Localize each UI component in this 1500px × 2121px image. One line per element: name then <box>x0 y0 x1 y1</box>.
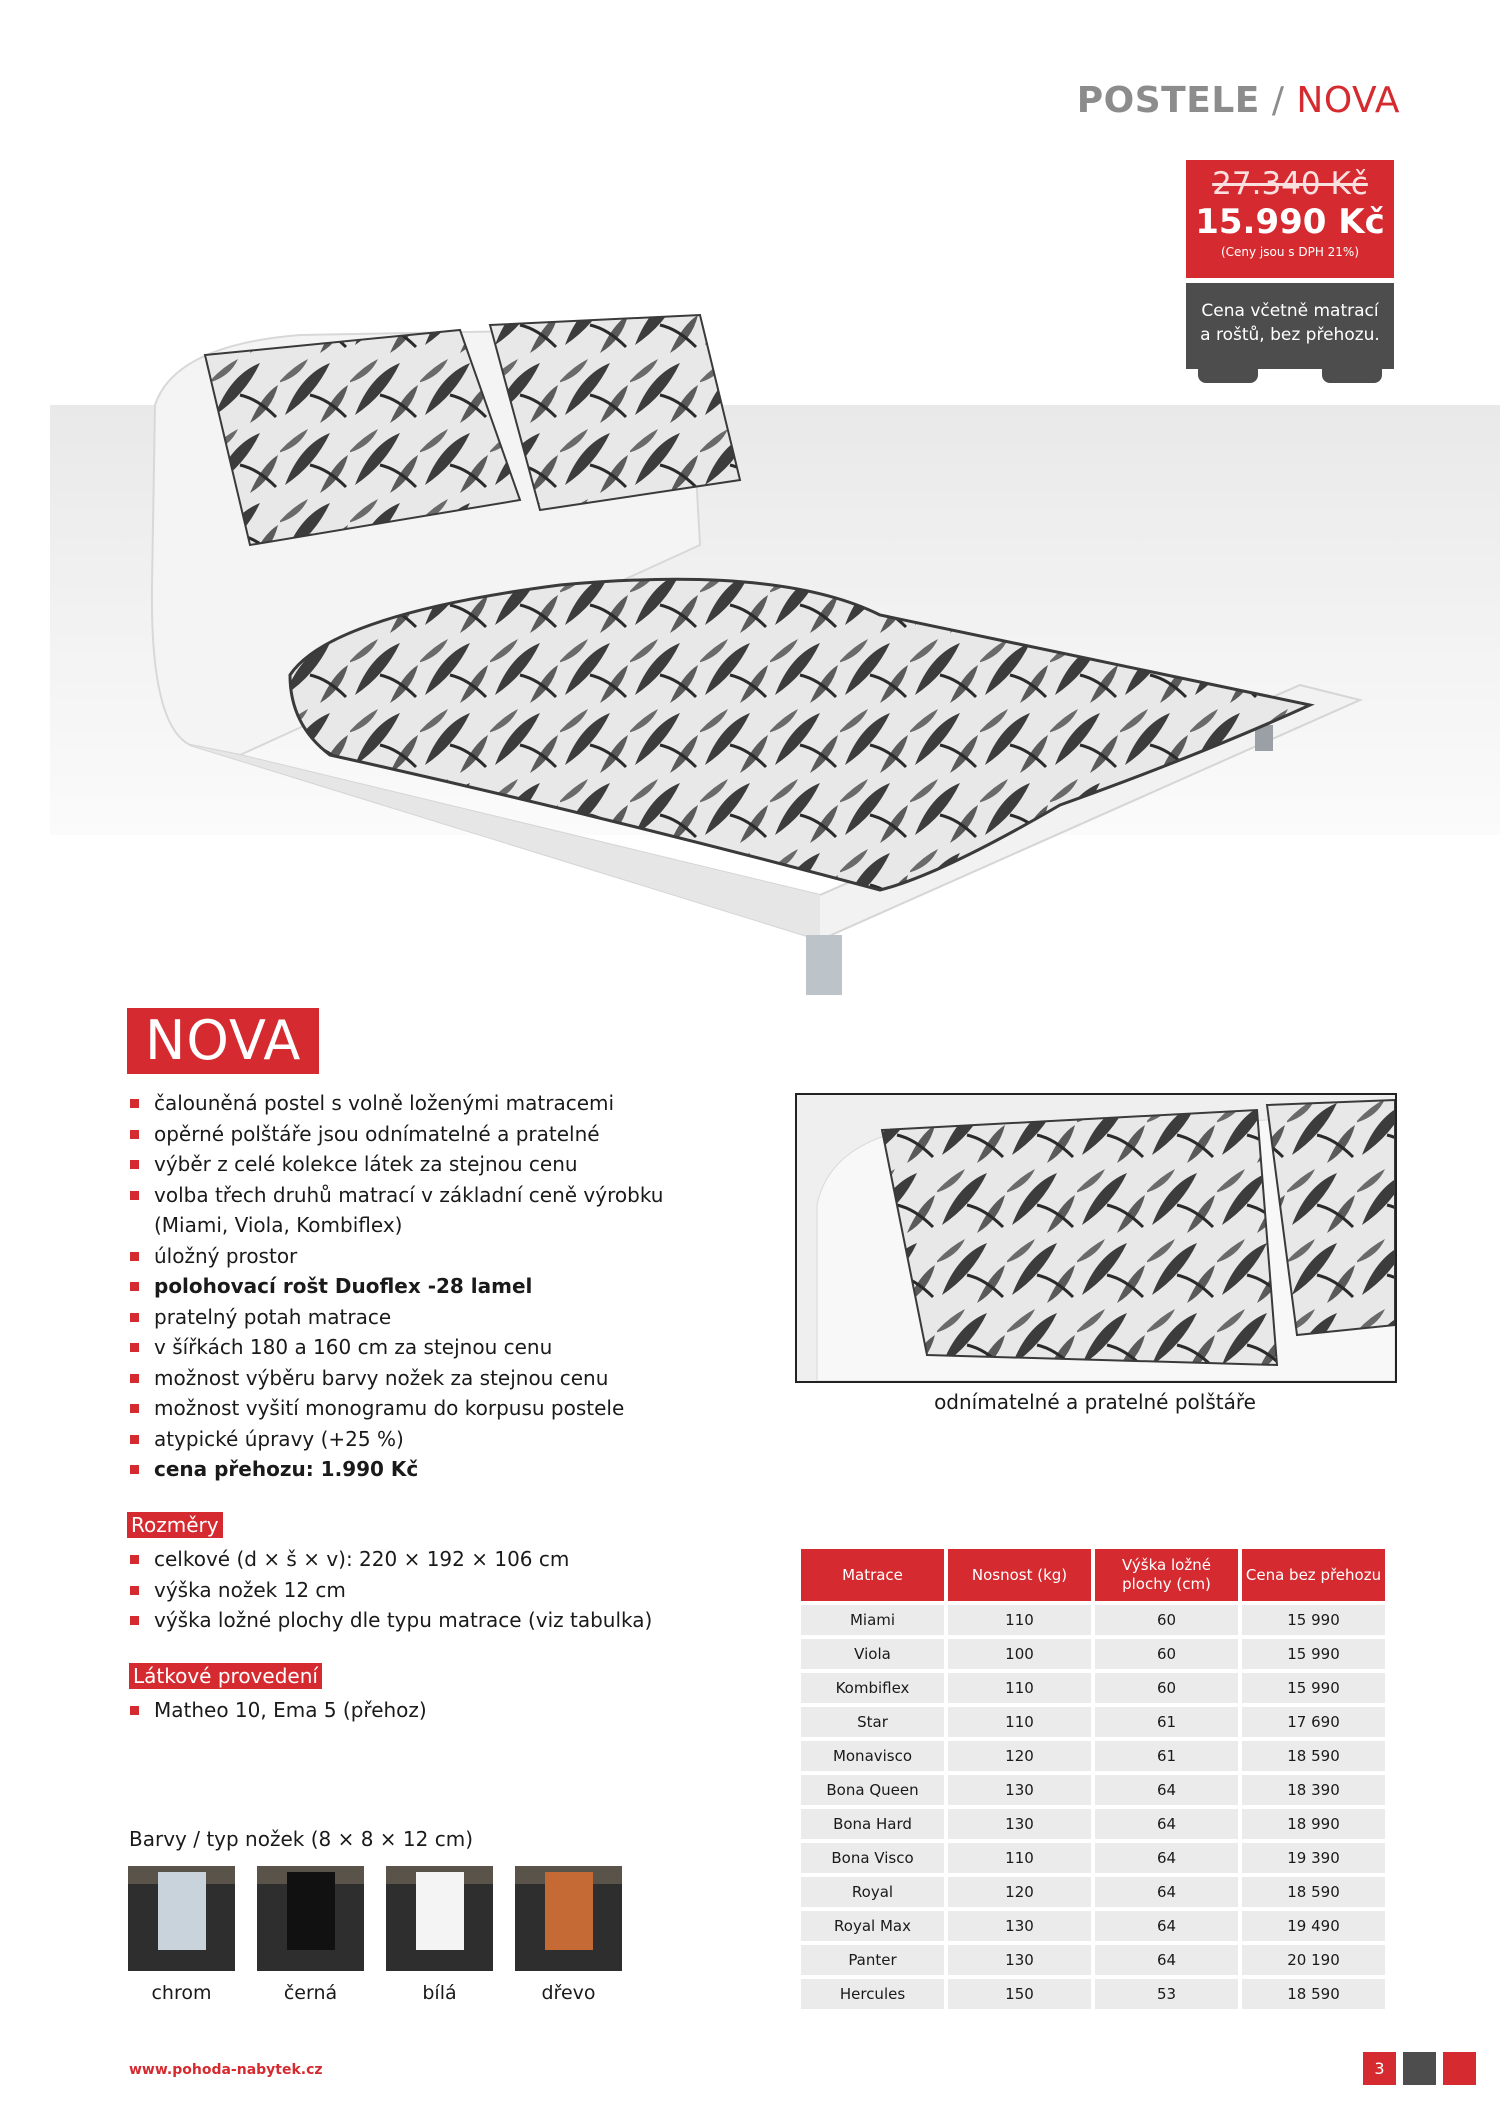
price-note-line2: a roštů, bez přehozu. <box>1200 325 1380 345</box>
leg-swatch-chrom <box>128 1866 235 1971</box>
leg-name: černá <box>283 1982 338 2004</box>
table-cell: 17 690 <box>1242 1707 1385 1737</box>
table-cell: 18 390 <box>1242 1775 1385 1805</box>
table-cell: 64 <box>1095 1911 1238 1941</box>
dimension-item: výška nožek 12 cm <box>127 1575 727 1606</box>
table-cell: Bona Visco <box>801 1843 944 1873</box>
table-row <box>801 1605 1385 1635</box>
table-cell: 120 <box>948 1877 1091 1907</box>
pillow-detail-photo <box>795 1093 1397 1383</box>
leg-name: chrom <box>151 1982 212 2004</box>
leg-swatch-drevo <box>515 1866 622 1971</box>
table-header: Nosnost (kg) <box>948 1549 1091 1601</box>
table-cell: 64 <box>1095 1877 1238 1907</box>
category-title: POSTELE <box>1076 80 1260 121</box>
table-cell: Royal <box>801 1877 944 1907</box>
new-price: 15.990 Kč <box>1195 202 1385 242</box>
table-cell: 15 990 <box>1242 1673 1385 1703</box>
table-cell: 60 <box>1095 1673 1238 1703</box>
table-cell: 18 590 <box>1242 1979 1385 2009</box>
footer-square <box>1403 2052 1436 2085</box>
footer-square <box>1443 2052 1476 2085</box>
table-cell: Kombiflex <box>801 1673 944 1703</box>
table-cell: 61 <box>1095 1741 1238 1771</box>
table-cell: 64 <box>1095 1809 1238 1839</box>
table-cell: 18 590 <box>1242 1741 1385 1771</box>
table-cell: Star <box>801 1707 944 1737</box>
table-row <box>801 1979 1385 2009</box>
table-cell: 100 <box>948 1639 1091 1669</box>
dimension-item: výška ložné plochy dle typu matrace (viz tabulka) <box>127 1605 727 1636</box>
leg-swatch-bila <box>386 1866 493 1971</box>
leg-name: dřevo <box>541 1982 596 2004</box>
feature-item-continuation: (Miami, Viola, Kombiflex) <box>154 1213 403 1237</box>
table-cell: 110 <box>948 1605 1091 1635</box>
table-header: Výška ložné plochy (cm) <box>1095 1549 1238 1601</box>
table-cell: 130 <box>948 1775 1091 1805</box>
feature-item: opěrné polštáře jsou odnímatelné a pratelné <box>127 1119 687 1150</box>
pillow-detail-image <box>797 1095 1395 1381</box>
table-body <box>801 1605 1385 2009</box>
bed-photo <box>0 285 1450 1005</box>
table-row <box>801 1707 1385 1737</box>
table-cell: 64 <box>1095 1843 1238 1873</box>
table-cell: 18 590 <box>1242 1877 1385 1907</box>
table-cell: Viola <box>801 1639 944 1669</box>
feature-item: atypické úpravy (+25 %) <box>127 1424 687 1455</box>
dimensions-list <box>127 1544 727 1636</box>
table-row <box>801 1775 1385 1805</box>
leg-swatch-cerna <box>257 1866 364 1971</box>
legs-label: Barvy / typ nožek (8 × 8 × 12 cm) <box>129 1827 473 1851</box>
table-cell: 110 <box>948 1673 1091 1703</box>
feature-item: možnost výběru barvy nožek za stejnou cenu <box>127 1363 687 1394</box>
feature-item: v šířkách 180 a 160 cm za stejnou cenu <box>127 1332 687 1363</box>
feature-item: čalouněná postel s volně loženými matracemi <box>127 1088 687 1119</box>
table-row <box>801 1877 1385 1907</box>
table-cell: Hercules <box>801 1979 944 2009</box>
fabric-list <box>127 1695 727 1726</box>
table-cell: 130 <box>948 1809 1091 1839</box>
detail-caption: odnímatelné a pratelné polštáře <box>934 1390 1256 1414</box>
table-row <box>801 1911 1385 1941</box>
table-cell: 15 990 <box>1242 1639 1385 1669</box>
table-cell: 130 <box>948 1911 1091 1941</box>
feature-item: úložný prostor <box>127 1241 687 1272</box>
table-cell: 110 <box>948 1707 1091 1737</box>
table-cell: 60 <box>1095 1605 1238 1635</box>
leg-name: bílá <box>422 1982 457 2004</box>
page-header <box>1077 80 1400 121</box>
page-number: 3 <box>1363 2052 1396 2085</box>
fabric-label: Látkové provedení <box>129 1663 322 1689</box>
table-header: Cena bez přehozu <box>1242 1549 1385 1601</box>
footer-url[interactable]: www.pohoda-nabytek.cz <box>129 2062 323 2078</box>
table-cell: 110 <box>948 1843 1091 1873</box>
feature-item: polohovací rošt Duoflex -28 lamel <box>127 1271 687 1302</box>
table-row <box>801 1809 1385 1839</box>
feature-list <box>127 1088 687 1485</box>
table-header-row <box>801 1549 1385 1601</box>
table-row <box>801 1843 1385 1873</box>
table-cell: Miami <box>801 1605 944 1635</box>
feature-item: volba třech druhů matrací v základní ceně výrobku <box>127 1180 687 1211</box>
table-cell: 19 390 <box>1242 1843 1385 1873</box>
table-cell: Bona Hard <box>801 1809 944 1839</box>
table-row <box>801 1945 1385 1975</box>
table-cell: Monavisco <box>801 1741 944 1771</box>
table-header: Matrace <box>801 1549 944 1601</box>
table-cell: 120 <box>948 1741 1091 1771</box>
table-cell: 19 490 <box>1242 1911 1385 1941</box>
table-cell: Royal Max <box>801 1911 944 1941</box>
table-cell: 53 <box>1095 1979 1238 2009</box>
price-note-line1: Cena včetně matrací <box>1201 301 1379 321</box>
old-price: 27.340 Kč <box>1212 166 1368 202</box>
table-cell: 150 <box>948 1979 1091 2009</box>
table-cell: 64 <box>1095 1775 1238 1805</box>
table-cell: 64 <box>1095 1945 1238 1975</box>
fabric-item: Matheo 10, Ema 5 (přehoz) <box>127 1695 727 1726</box>
table-cell: 15 990 <box>1242 1605 1385 1635</box>
table-cell: 18 990 <box>1242 1809 1385 1839</box>
feature-item: výběr z celé kolekce látek za stejnou cenu <box>127 1149 687 1180</box>
model-title: NOVA <box>1296 80 1400 121</box>
table-cell: Panter <box>801 1945 944 1975</box>
mattress-table <box>797 1545 1389 2013</box>
price-box <box>1186 160 1394 278</box>
table-cell: Bona Queen <box>801 1775 944 1805</box>
title-separator: / <box>1271 80 1285 121</box>
vat-note: (Ceny jsou s DPH 21%) <box>1220 245 1360 259</box>
table-row <box>801 1673 1385 1703</box>
feature-item: možnost vyšití monogramu do korpusu postele <box>127 1393 687 1424</box>
product-title: NOVA <box>127 1008 319 1074</box>
dimension-item: celkové (d × š × v): 220 × 192 × 106 cm <box>127 1544 727 1575</box>
feature-item: cena přehozu: 1.990 Kč <box>127 1454 687 1485</box>
table-cell: 130 <box>948 1945 1091 1975</box>
table-cell: 20 190 <box>1242 1945 1385 1975</box>
table-row <box>801 1639 1385 1669</box>
dimensions-label: Rozměry <box>127 1512 223 1538</box>
table-cell: 61 <box>1095 1707 1238 1737</box>
table-row <box>801 1741 1385 1771</box>
table-cell: 60 <box>1095 1639 1238 1669</box>
feature-item: pratelný potah matrace <box>127 1302 687 1333</box>
